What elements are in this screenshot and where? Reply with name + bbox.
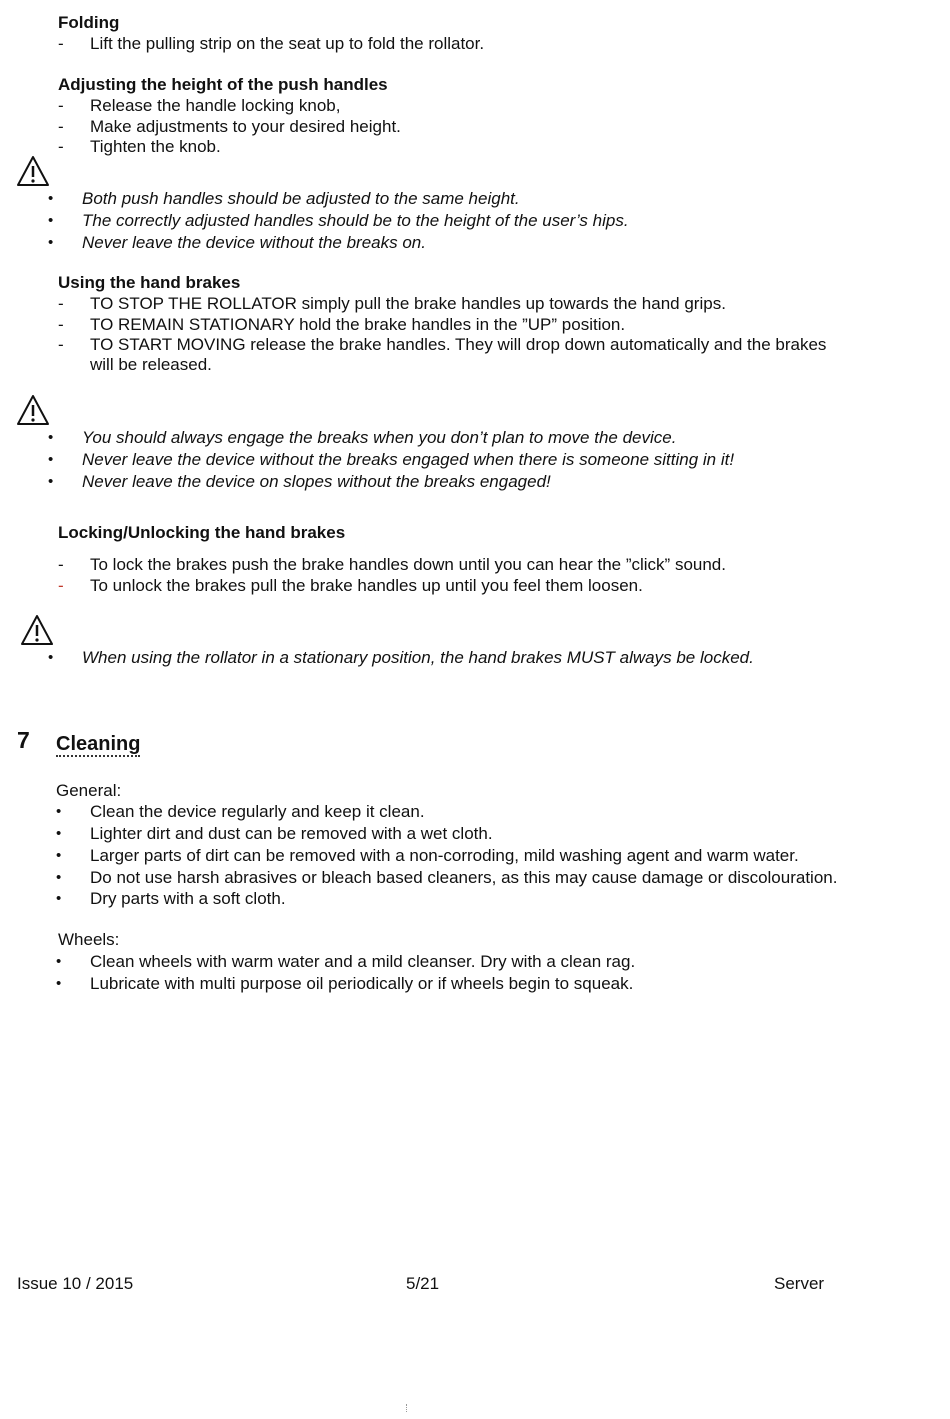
bullet-marker: • — [56, 869, 62, 886]
dash-marker: - — [58, 555, 64, 574]
folding-heading: Folding — [58, 13, 120, 32]
bullet-marker: • — [48, 451, 54, 468]
warning-icon — [20, 614, 54, 646]
warning-item-text: Never leave the device without the breaks on. — [82, 233, 426, 252]
bullet-marker: • — [48, 473, 54, 490]
bullet-marker: • — [48, 234, 54, 251]
bullet-marker: • — [56, 975, 62, 992]
dash-marker: - — [58, 335, 64, 354]
warning-item-text: Never leave the device without the breaks engaged when there is someone sitting in it! — [82, 450, 735, 469]
dash-marker: - — [58, 294, 64, 313]
scan-mark — [406, 1404, 408, 1412]
wheels-label: Wheels: — [58, 930, 120, 949]
warning-icon — [16, 155, 50, 187]
general-label: General: — [56, 781, 122, 800]
wheels-item-text: Lubricate with multi purpose oil periodically or if wheels begin to squeak. — [90, 974, 634, 993]
folding-item-text: Lift the pulling strip on the seat up to fold the rollator. — [90, 34, 485, 53]
locking-heading: Locking/Unlocking the hand brakes — [58, 523, 346, 542]
locking-item-text: To unlock the brakes pull the brake handles up until you feel them loosen. — [90, 576, 643, 595]
bullet-marker: • — [48, 212, 54, 229]
bullet-marker: • — [56, 953, 62, 970]
warning-item-text: Both push handles should be adjusted to the same height. — [82, 189, 520, 208]
bullet-marker: • — [48, 429, 54, 446]
footer-model: Server — [774, 1274, 825, 1293]
dash-marker: - — [58, 576, 64, 595]
bullet-marker: • — [48, 649, 54, 666]
bullet-marker: • — [56, 890, 62, 907]
section-title: Cleaning — [56, 733, 141, 755]
cleaning-item-text: Lighter dirt and dust can be removed with a wet cloth. — [90, 824, 493, 843]
warning-item-text: When using the rollator in a stationary position, the hand brakes MUST always be locked. — [82, 648, 754, 667]
brakes-item-continuation: will be released. — [90, 355, 212, 374]
brakes-item-text: TO REMAIN STATIONARY hold the brake handles in the ”UP” position. — [90, 315, 626, 334]
adjusting-item-text: Make adjustments to your desired height. — [90, 117, 401, 136]
adjusting-item-text: Release the handle locking knob, — [90, 96, 341, 115]
bullet-marker: • — [48, 190, 54, 207]
adjusting-item-text: Tighten the knob. — [90, 137, 221, 156]
adjusting-heading: Adjusting the height of the push handles — [58, 75, 388, 94]
dash-marker: - — [58, 96, 64, 115]
locking-item-text: To lock the brakes push the brake handles down until you can hear the ”click” sound. — [90, 555, 726, 574]
cleaning-item-text: Clean the device regularly and keep it clean. — [90, 802, 425, 821]
dash-marker: - — [58, 34, 64, 53]
brakes-item-text: TO STOP THE ROLLATOR simply pull the brake handles up towards the hand grips. — [90, 294, 726, 313]
warning-icon — [16, 394, 50, 426]
cleaning-item-text: Larger parts of dirt can be removed with a non-corroding, mild washing agent and warm water. — [90, 846, 799, 865]
footer-issue: Issue 10 / 2015 — [17, 1274, 134, 1293]
cleaning-item-text: Do not use harsh abrasives or bleach based cleaners, as this may cause damage or discolouration. — [90, 868, 838, 887]
bullet-marker: • — [56, 847, 62, 864]
brakes-item-text: TO START MOVING release the brake handles. They will drop down automatically and the brakes — [90, 335, 827, 354]
dash-marker: - — [58, 117, 64, 136]
warning-item-text: Never leave the device on slopes without the breaks engaged! — [82, 472, 551, 491]
warning-item-text: The correctly adjusted handles should be to the height of the user’s hips. — [82, 211, 629, 230]
warning-item-text: You should always engage the breaks when you don’t plan to move the device. — [82, 428, 677, 447]
cleaning-item-text: Dry parts with a soft cloth. — [90, 889, 286, 908]
bullet-marker: • — [56, 803, 62, 820]
brakes-heading: Using the hand brakes — [58, 273, 241, 292]
dash-marker: - — [58, 315, 64, 334]
section-number: 7 — [17, 727, 30, 753]
dash-marker: - — [58, 137, 64, 156]
wheels-item-text: Clean wheels with warm water and a mild cleanser. Dry with a clean rag. — [90, 952, 636, 971]
bullet-marker: • — [56, 825, 62, 842]
footer-page-number: 5/21 — [406, 1274, 440, 1293]
